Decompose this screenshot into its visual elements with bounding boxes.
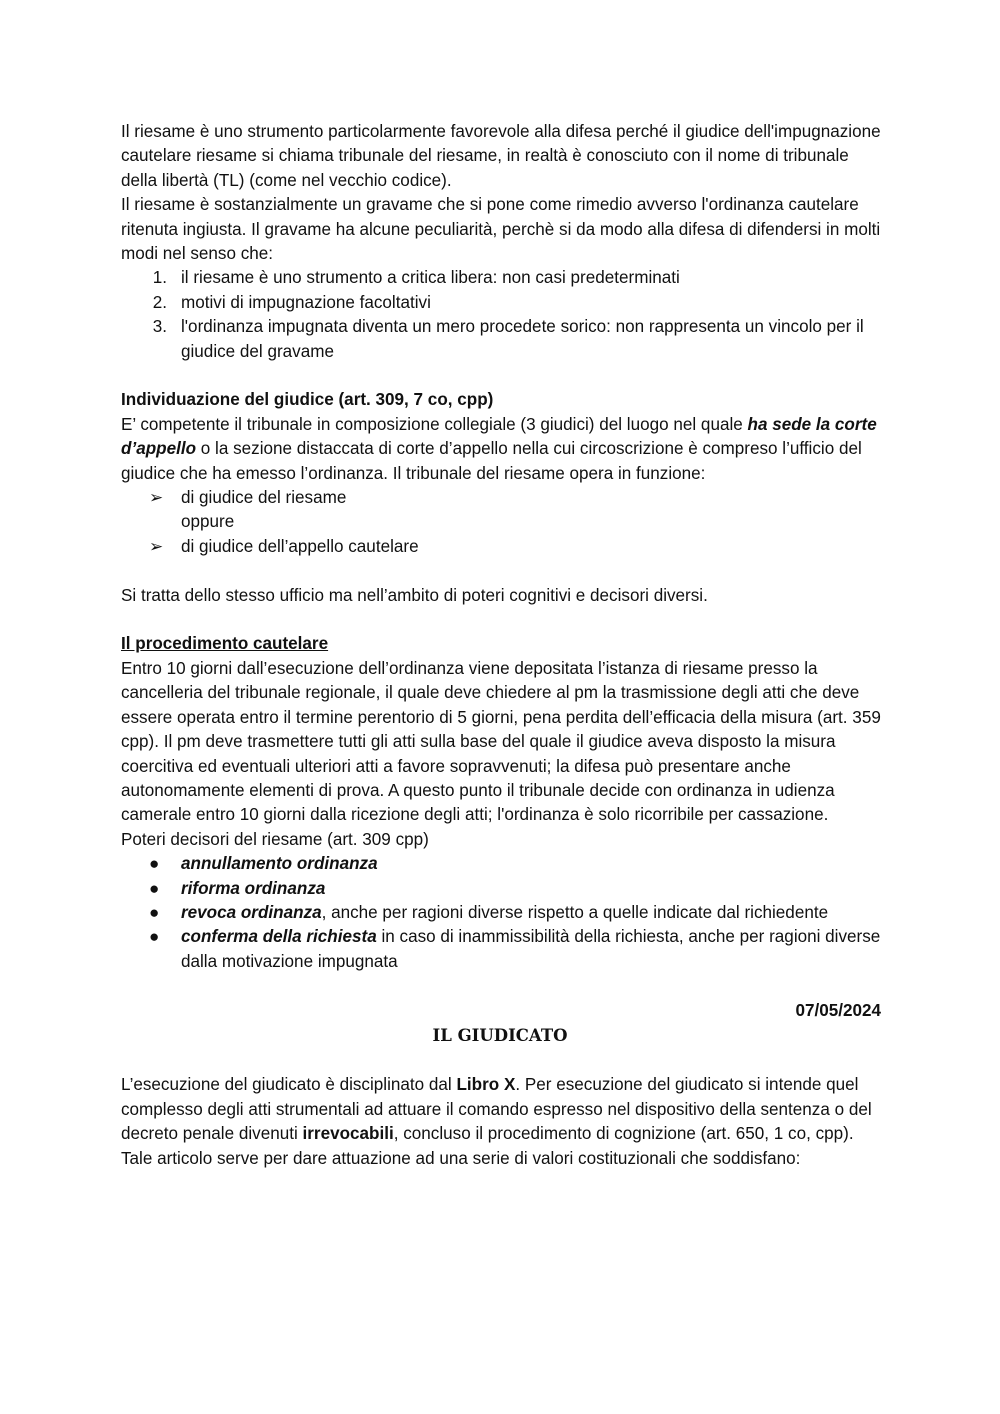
list-item-text: di giudice dell’appello cautelare [181,536,419,556]
poteri-bullet-list [121,852,881,974]
list-item [121,486,881,510]
emphasis-text: ha sede la corte d’appello [121,414,877,459]
list-item-text: di giudice del riesame [181,488,347,508]
text-run: , concluso il procedimento di cognizione (art. 650, 1 co, cpp). Tale articolo serve per dare attuazione ad una serie di valori costituzionali che soddisfano: [121,1124,854,1168]
text-run: o la sezione distaccata di corte d’appello nella cui circoscrizione è compreso l’ufficio del giudice che ha emesso l’ordinanza. Il tribunale del riesame opera in funzione: [121,439,862,483]
giudice-paragraph [121,413,881,486]
intro-numbered-list [121,266,881,364]
giudicato-paragraph [121,1073,881,1171]
list-item-text: in caso di inammissibilità della richiesta, anche per ragioni diverse dalla motivazione impugnata [181,927,881,971]
bullet-dot-icon: ● [149,902,160,922]
list-item [121,266,881,290]
arrow-bullet-icon: ➢ [149,488,164,508]
poteri-paragraph: Poteri decisori del riesame (art. 309 cpp) [121,829,429,849]
document-page [121,120,881,1171]
emphasis-text: revoca ordinanza [181,902,322,922]
list-item-continuation: oppure [181,512,235,532]
list-item [121,291,881,315]
emphasis-text: riforma ordinanza [181,878,326,898]
giudice-bullet-list [121,486,881,559]
procedimento-paragraph: Entro 10 giorni dall’esecuzione dell’ordinanza viene depositata l’istanza di riesame presso la cancelleria del tribunale regionale, il quale deve chiedere al pm la trasmissione degli atti che deve essere operata entro il termine perentorio di 5 giorni, pena perdita dell’efficacia della misura (art. 359 cpp). Il pm deve trasmettere tutti gli atti sulla base del quale il giudice aveva disposto la misura coercitiva ed eventuali ulteriori atti a favore sopravvenuti; la difesa può presentare anche autonomamente elementi di prova. A questo punto il tribunale decide con ordinanza in udienza camerale entro 10 giorni dalla ricezione degli atti; l'ordinanza è solo ricorribile per cassazione. [121,658,881,825]
list-number: 2. [152,292,167,312]
list-item-text: motivi di impugnazione facoltativi [181,292,431,312]
chapter-title: IL GIUDICATO [432,1025,568,1045]
giudice-closing-paragraph: Si tratta dello stesso ufficio ma nell’ambito di poteri cognitivi e decisori diversi. [121,585,708,605]
lecture-date: 07/05/2024 [795,1000,881,1020]
emphasis-text: annullamento ordinanza [181,854,378,874]
bullet-dot-icon: ● [149,878,160,898]
list-number: 3. [152,317,167,337]
list-item-text: il riesame è uno strumento a critica libera: non casi predeterminati [181,268,680,288]
list-item-text: l'ordinanza impugnata diventa un mero procedete sorico: non rappresenta un vincolo per il giudice del gravame [181,317,864,361]
bold-text: irrevocabili [302,1124,394,1144]
arrow-bullet-icon: ➢ [149,536,164,556]
bullet-dot-icon: ● [149,927,160,947]
list-item [121,535,881,559]
list-item [121,852,881,876]
bold-text: Libro X [456,1075,516,1095]
list-item [121,901,881,925]
section-heading-procedimento: Il procedimento cautelare [121,634,329,654]
list-item [121,925,881,974]
list-item [121,877,881,901]
emphasis-text: conferma della richiesta [181,927,377,947]
list-item [121,315,881,364]
text-run: L’esecuzione del giudicato è disciplinato dal [121,1075,457,1095]
text-run: . Per esecuzione del giudicato si intende quel complesso degli atti strumentali ad attuare il comando espresso nel dispositivo della sentenza o del decreto penale divenuti [121,1075,872,1144]
list-number: 1. [152,268,167,288]
intro-paragraph-1: Il riesame è uno strumento particolarmente favorevole alla difesa perché il giudice dell'impugnazione cautelare riesame si chiama tribunale del riesame, in realtà è conosciuto con il nome di tribunale della libertà (TL) (come nel vecchio codice). [121,122,881,190]
text-run: E’ competente il tribunale in composizione collegiale (3 giudici) del luogo nel quale [121,414,748,434]
section-heading-giudice: Individuazione del giudice (art. 309, 7 co, cpp) [121,390,494,410]
bullet-dot-icon: ● [149,854,160,874]
list-item-text: , anche per ragioni diverse rispetto a quelle indicate dal richiedente [321,902,829,922]
intro-paragraph-2: Il riesame è sostanzialmente un gravame che si pone come rimedio avverso l'ordinanza cautelare ritenuta ingiusta. Il gravame ha alcune peculiarità, perchè si da modo alla difesa di difendersi in molti modi nel senso che: [121,195,881,264]
